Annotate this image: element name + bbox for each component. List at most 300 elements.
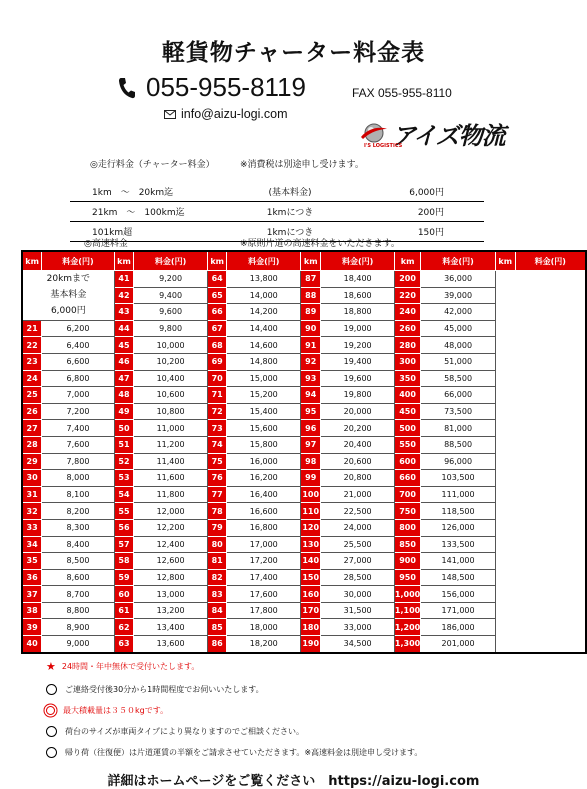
table-row (22, 403, 586, 420)
price-cell: 18,400 (321, 271, 395, 288)
price-cell: 13,400 (134, 619, 208, 636)
table-row (22, 602, 586, 619)
km-cell: 93 (301, 370, 321, 387)
km-cell: 68 (207, 337, 227, 354)
km-cell: 99 (301, 470, 321, 487)
phone-icon (118, 77, 136, 99)
price-cell: 156,000 (421, 586, 496, 603)
info-price: 6,000円 (360, 182, 484, 202)
price-cell: 11,000 (134, 420, 208, 437)
price-cell: 7,800 (42, 453, 114, 470)
price-cell: 9,000 (42, 636, 114, 653)
km-cell: 26 (22, 403, 42, 420)
price-cell: 18,800 (321, 304, 395, 321)
price-cell: 20,200 (321, 420, 395, 437)
base-fee-cell (22, 271, 114, 321)
price-cell: 14,600 (227, 337, 301, 354)
km-cell: 70 (207, 370, 227, 387)
price-cell: 31,500 (321, 602, 395, 619)
price-cell: 42,000 (421, 304, 496, 321)
km-cell: 84 (207, 602, 227, 619)
price-cell: 8,200 (42, 503, 114, 520)
km-cell: 660 (394, 470, 420, 487)
km-cell: 59 (114, 569, 134, 586)
header-price: 料金(円) (134, 251, 208, 271)
base-fee-line: 20kmまで (46, 274, 91, 285)
km-cell: 27 (22, 420, 42, 437)
km-cell: 600 (394, 453, 420, 470)
km-cell: 74 (207, 436, 227, 453)
email-row (164, 107, 287, 121)
header-km: km (495, 251, 515, 271)
phone-number[interactable]: 055-955-8119 (146, 72, 306, 102)
km-cell: 65 (207, 287, 227, 304)
km-cell: 33 (22, 519, 42, 536)
footnote-item (46, 705, 168, 716)
km-cell: 58 (114, 553, 134, 570)
price-cell: 21,000 (321, 486, 395, 503)
km-cell: 24 (22, 370, 42, 387)
km-cell: 200 (394, 271, 420, 288)
km-cell: 22 (22, 337, 42, 354)
price-cell: 171,000 (421, 602, 496, 619)
km-cell: 89 (301, 304, 321, 321)
km-cell: 51 (114, 436, 134, 453)
price-cell: 133,500 (421, 536, 496, 553)
price-cell: 10,800 (134, 403, 208, 420)
price-cell: 51,000 (421, 353, 496, 370)
table-row (22, 536, 586, 553)
km-cell: 97 (301, 436, 321, 453)
km-cell: 1,000 (394, 586, 420, 603)
km-cell: 120 (301, 519, 321, 536)
footnote-item (46, 726, 304, 737)
price-cell: 103,500 (421, 470, 496, 487)
info-table (70, 182, 484, 242)
price-cell: 13,800 (227, 271, 301, 288)
price-cell: 19,800 (321, 387, 395, 404)
highway-note: ※原則片道の高速料金をいただきます。 (240, 239, 400, 249)
header-price: 料金(円) (42, 251, 114, 271)
fax-number: FAX 055-955-8110 (352, 86, 452, 100)
price-cell: 7,600 (42, 436, 114, 453)
km-cell: 180 (301, 619, 321, 636)
price-cell: 186,000 (421, 619, 496, 636)
km-cell: 52 (114, 453, 134, 470)
logo-text: アイズ物流 (392, 122, 505, 150)
price-cell: 11,800 (134, 486, 208, 503)
km-cell: 25 (22, 387, 42, 404)
footnote-text: 最大積載量は３５０kgです。 (63, 706, 169, 715)
price-cell: 20,600 (321, 453, 395, 470)
km-cell: 79 (207, 519, 227, 536)
price-cell: 8,600 (42, 569, 114, 586)
km-cell: 49 (114, 403, 134, 420)
price-cell: 19,600 (321, 370, 395, 387)
info-range: 1km ～ 20km迄 (70, 182, 220, 202)
table-row (22, 486, 586, 503)
price-cell: 8,700 (42, 586, 114, 603)
price-cell: 10,000 (134, 337, 208, 354)
table-row (22, 370, 586, 387)
table-row (22, 586, 586, 603)
footnote-text: 24時間・年中無休で受付いたします。 (61, 662, 200, 671)
price-cell: 39,000 (421, 287, 496, 304)
km-cell: 72 (207, 403, 227, 420)
km-cell: 77 (207, 486, 227, 503)
footer-note[interactable]: 詳細はホームページをご覧ください https://aizu-logi.com (107, 774, 480, 789)
km-cell: 280 (394, 337, 420, 354)
info-price: 150円 (360, 222, 484, 242)
km-cell: 38 (22, 602, 42, 619)
price-cell: 6,400 (42, 337, 114, 354)
price-cell: 12,600 (134, 553, 208, 570)
km-cell: 130 (301, 536, 321, 553)
price-cell: 15,200 (227, 387, 301, 404)
table-row (22, 519, 586, 536)
price-cell: 13,000 (134, 586, 208, 603)
email-link[interactable]: info@aizu-logi.com (181, 107, 288, 121)
table-row (22, 569, 586, 586)
price-cell: 17,800 (227, 602, 301, 619)
price-cell: 25,500 (321, 536, 395, 553)
header-price: 料金(円) (321, 251, 395, 271)
km-cell: 500 (394, 420, 420, 437)
price-cell: 66,000 (421, 387, 496, 404)
km-cell: 85 (207, 619, 227, 636)
km-cell: 46 (114, 353, 134, 370)
base-fee-line: 6,000円 (50, 306, 86, 317)
km-cell: 550 (394, 436, 420, 453)
km-cell: 950 (394, 569, 420, 586)
price-cell: 11,600 (134, 470, 208, 487)
price-cell: 15,600 (227, 420, 301, 437)
price-cell: 14,800 (227, 353, 301, 370)
rate-header-row (22, 251, 586, 271)
km-cell: 41 (114, 271, 134, 288)
table-row (22, 470, 586, 487)
mail-icon (164, 110, 176, 119)
price-cell: 15,400 (227, 403, 301, 420)
header-km: km (22, 251, 42, 271)
km-cell: 82 (207, 569, 227, 586)
price-cell: 10,400 (134, 370, 208, 387)
km-cell: 240 (394, 304, 420, 321)
km-cell: 81 (207, 553, 227, 570)
km-cell: 34 (22, 536, 42, 553)
price-cell: 13,600 (134, 636, 208, 653)
price-cell: 7,000 (42, 387, 114, 404)
price-cell: 96,000 (421, 453, 496, 470)
km-cell: 31 (22, 486, 42, 503)
price-cell: 81,000 (421, 420, 496, 437)
page-title: 軽貨物チャーター料金表 (161, 40, 426, 66)
km-cell: 800 (394, 519, 420, 536)
km-cell: 140 (301, 553, 321, 570)
km-cell: 23 (22, 353, 42, 370)
price-cell: 19,000 (321, 320, 395, 337)
header-km: km (301, 251, 321, 271)
header-price: 料金(円) (421, 251, 496, 271)
star-icon: ★ (46, 660, 56, 673)
circle-icon (46, 726, 57, 737)
phone-row (118, 72, 306, 103)
info-unit: 1kmにつき (220, 202, 360, 222)
price-cell: 148,500 (421, 569, 496, 586)
km-cell: 73 (207, 420, 227, 437)
price-cell: 48,000 (421, 337, 496, 354)
km-cell: 50 (114, 420, 134, 437)
info-row (70, 202, 484, 222)
price-cell: 28,500 (321, 569, 395, 586)
price-cell: 19,400 (321, 353, 395, 370)
km-cell: 95 (301, 403, 321, 420)
price-cell: 12,400 (134, 536, 208, 553)
header-km: km (207, 251, 227, 271)
price-cell: 15,000 (227, 370, 301, 387)
km-cell: 28 (22, 436, 42, 453)
price-cell: 8,800 (42, 602, 114, 619)
price-cell: 14,000 (227, 287, 301, 304)
price-cell: 20,000 (321, 403, 395, 420)
footnote-item (46, 747, 422, 758)
price-cell: 17,000 (227, 536, 301, 553)
km-cell: 98 (301, 453, 321, 470)
km-cell: 900 (394, 553, 420, 570)
footnote-text: ご連絡受付後30分から1時間程度でお伺いいたします。 (65, 685, 264, 694)
km-cell: 1,300 (394, 636, 420, 653)
table-row (22, 503, 586, 520)
circle-icon (46, 684, 57, 695)
price-cell: 22,500 (321, 503, 395, 520)
logo-subtext: I'S LOGISTICS (364, 143, 403, 149)
table-row (22, 353, 586, 370)
km-cell: 69 (207, 353, 227, 370)
highway-fee-label: ◎高速料金 (84, 239, 128, 249)
km-cell: 47 (114, 370, 134, 387)
price-cell: 17,600 (227, 586, 301, 603)
price-cell: 36,000 (421, 271, 496, 288)
km-cell: 90 (301, 320, 321, 337)
info-unit: (基本料金) (220, 182, 360, 202)
km-cell: 350 (394, 370, 420, 387)
price-cell: 8,000 (42, 470, 114, 487)
km-cell: 57 (114, 536, 134, 553)
price-cell: 6,800 (42, 370, 114, 387)
price-cell: 27,000 (321, 553, 395, 570)
table-row (22, 320, 586, 337)
info-range: 21km ～ 100km迄 (70, 202, 220, 222)
price-cell: 12,800 (134, 569, 208, 586)
km-cell: 170 (301, 602, 321, 619)
km-cell: 86 (207, 636, 227, 653)
price-cell: 16,400 (227, 486, 301, 503)
price-cell: 8,100 (42, 486, 114, 503)
price-cell: 12,000 (134, 503, 208, 520)
km-cell: 83 (207, 586, 227, 603)
km-cell: 53 (114, 470, 134, 487)
price-cell: 9,400 (134, 287, 208, 304)
km-cell: 92 (301, 353, 321, 370)
km-cell: 29 (22, 453, 42, 470)
km-cell: 66 (207, 304, 227, 321)
km-cell: 44 (114, 320, 134, 337)
km-cell: 42 (114, 287, 134, 304)
price-cell: 11,400 (134, 453, 208, 470)
km-cell: 78 (207, 503, 227, 520)
price-cell: 11,200 (134, 436, 208, 453)
km-cell: 37 (22, 586, 42, 603)
price-cell: 9,600 (134, 304, 208, 321)
km-cell: 75 (207, 453, 227, 470)
km-cell: 80 (207, 536, 227, 553)
price-cell: 18,200 (227, 636, 301, 653)
km-cell: 71 (207, 387, 227, 404)
km-cell: 260 (394, 320, 420, 337)
price-cell: 88,500 (421, 436, 496, 453)
table-row (22, 636, 586, 653)
footnote-text: 荷台のサイズが車両タイプにより異なりますのでご相談ください。 (65, 727, 304, 736)
price-cell: 16,000 (227, 453, 301, 470)
km-cell: 67 (207, 320, 227, 337)
km-cell: 30 (22, 470, 42, 487)
price-cell: 10,200 (134, 353, 208, 370)
km-cell: 160 (301, 586, 321, 603)
km-cell: 61 (114, 602, 134, 619)
km-cell: 400 (394, 387, 420, 404)
price-cell: 118,500 (421, 503, 496, 520)
km-cell: 54 (114, 486, 134, 503)
km-cell: 64 (207, 271, 227, 288)
km-cell: 450 (394, 403, 420, 420)
price-cell: 8,300 (42, 519, 114, 536)
km-cell: 87 (301, 271, 321, 288)
price-cell: 18,000 (227, 619, 301, 636)
table-row (22, 436, 586, 453)
header-price: 料金(円) (515, 251, 586, 271)
km-cell: 48 (114, 387, 134, 404)
price-cell: 7,400 (42, 420, 114, 437)
price-cell: 13,200 (134, 602, 208, 619)
km-cell: 190 (301, 636, 321, 653)
km-cell: 62 (114, 619, 134, 636)
table-row (22, 387, 586, 404)
km-cell: 55 (114, 503, 134, 520)
km-cell: 700 (394, 486, 420, 503)
km-cell: 40 (22, 636, 42, 653)
header-km: km (394, 251, 420, 271)
price-cell: 8,400 (42, 536, 114, 553)
km-cell: 150 (301, 569, 321, 586)
km-cell: 32 (22, 503, 42, 520)
km-cell: 39 (22, 619, 42, 636)
price-cell: 12,200 (134, 519, 208, 536)
price-cell: 10,600 (134, 387, 208, 404)
table-row (22, 420, 586, 437)
footnote-item (46, 660, 199, 673)
price-cell: 73,500 (421, 403, 496, 420)
km-cell: 45 (114, 337, 134, 354)
price-cell: 6,200 (42, 320, 114, 337)
km-cell: 100 (301, 486, 321, 503)
footnote-text: 帰り荷（往復便）は片道運賃の半額をご請求させていただきます。※高速料金は別途申し受けます。 (65, 748, 423, 757)
km-cell: 43 (114, 304, 134, 321)
km-cell: 21 (22, 320, 42, 337)
km-cell: 750 (394, 503, 420, 520)
price-cell: 8,500 (42, 553, 114, 570)
price-cell: 24,000 (321, 519, 395, 536)
table-row (22, 453, 586, 470)
price-cell: 201,000 (421, 636, 496, 653)
price-cell: 34,500 (321, 636, 395, 653)
price-cell: 7,200 (42, 403, 114, 420)
header-km: km (114, 251, 134, 271)
price-cell: 17,400 (227, 569, 301, 586)
price-cell: 16,200 (227, 470, 301, 487)
price-cell: 126,000 (421, 519, 496, 536)
km-cell: 1,100 (394, 602, 420, 619)
km-cell: 63 (114, 636, 134, 653)
price-cell: 6,600 (42, 353, 114, 370)
info-unit: 1kmにつき (220, 222, 360, 242)
km-cell: 91 (301, 337, 321, 354)
price-cell: 19,200 (321, 337, 395, 354)
footnote-item (46, 684, 264, 695)
table-row (22, 619, 586, 636)
price-cell: 16,600 (227, 503, 301, 520)
km-cell: 88 (301, 287, 321, 304)
price-cell: 33,000 (321, 619, 395, 636)
header-price: 料金(円) (227, 251, 301, 271)
km-cell: 850 (394, 536, 420, 553)
km-cell: 36 (22, 569, 42, 586)
km-cell: 110 (301, 503, 321, 520)
price-cell: 111,000 (421, 486, 496, 503)
info-range: 101km超 (70, 222, 220, 242)
circle-icon (46, 747, 57, 758)
running-fee-label: ◎走行料金（チャーター料金） (90, 160, 215, 170)
price-cell: 17,200 (227, 553, 301, 570)
info-price: 200円 (360, 202, 484, 222)
rate-table (21, 250, 587, 654)
price-cell: 45,000 (421, 320, 496, 337)
km-cell: 35 (22, 553, 42, 570)
price-cell: 15,800 (227, 436, 301, 453)
table-row (22, 337, 586, 354)
tax-note: ※消費税は別途申し受けます。 (240, 160, 364, 170)
km-cell: 96 (301, 420, 321, 437)
km-cell: 60 (114, 586, 134, 603)
price-cell: 141,000 (421, 553, 496, 570)
km-cell: 56 (114, 519, 134, 536)
km-cell: 1,200 (394, 619, 420, 636)
price-cell: 8,900 (42, 619, 114, 636)
price-cell: 58,500 (421, 370, 496, 387)
price-cell: 20,800 (321, 470, 395, 487)
km-cell: 220 (394, 287, 420, 304)
price-cell: 14,200 (227, 304, 301, 321)
table-row (22, 271, 586, 288)
price-cell: 16,800 (227, 519, 301, 536)
price-cell: 20,400 (321, 436, 395, 453)
price-cell: 9,200 (134, 271, 208, 288)
info-row (70, 182, 484, 202)
km-cell: 76 (207, 470, 227, 487)
price-cell: 14,400 (227, 320, 301, 337)
price-cell: 18,600 (321, 287, 395, 304)
table-row (22, 553, 586, 570)
price-cell: 30,000 (321, 586, 395, 603)
